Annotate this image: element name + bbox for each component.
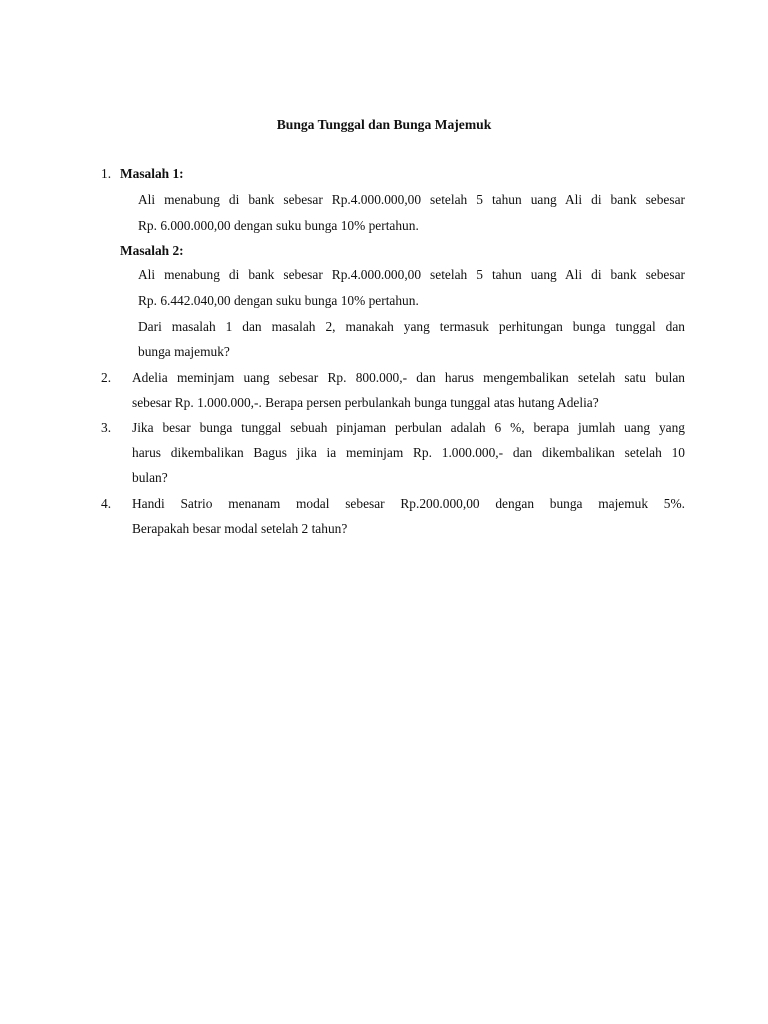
item-1-problem-1-line-2: Rp. 6.000.000,00 dengan suku bunga 10% pertahun. xyxy=(138,218,419,233)
item-3-number: 3. xyxy=(101,420,112,435)
item-1-heading-2: Masalah 2: xyxy=(120,243,184,258)
item-1-problem-2-line-1: Ali menabung di bank sebesar Rp.4.000.000,00 setelah 5 tahun uang Ali di bank sebesar xyxy=(138,267,685,282)
item-1-question-line-1: Dari masalah 1 dan masalah 2, manakah yang termasuk perhitungan bunga tunggal dan xyxy=(138,319,685,334)
item-4-number: 4. xyxy=(101,496,112,511)
item-4-line-1: Handi Satrio menanam modal sebesar Rp.200.000,00 dengan bunga majemuk 5%. xyxy=(132,496,685,511)
item-3-line-1: Jika besar bunga tunggal sebuah pinjaman perbulan adalah 6 %, berapa jumlah uang yang xyxy=(132,420,685,435)
item-3-line-2: harus dikembalikan Bagus jika ia meminjam Rp. 1.000.000,- dan dikembalikan setelah 10 xyxy=(132,445,685,460)
item-1-problem-2-line-2: Rp. 6.442.040,00 dengan suku bunga 10% pertahun. xyxy=(138,293,419,308)
item-1-question-line-2: bunga majemuk? xyxy=(138,344,230,359)
item-2-line-1: Adelia meminjam uang sebesar Rp. 800.000,- dan harus mengembalikan setelah satu bulan xyxy=(132,370,685,385)
item-2-number: 2. xyxy=(101,370,112,385)
item-2-line-2: sebesar Rp. 1.000.000,-. Berapa persen perbulankah bunga tunggal atas hutang Adelia? xyxy=(132,395,599,410)
item-3-line-3: bulan? xyxy=(132,470,168,485)
item-1-heading-1: Masalah 1: xyxy=(120,166,184,181)
item-1-problem-1-line-1: Ali menabung di bank sebesar Rp.4.000.000,00 setelah 5 tahun uang Ali di bank sebesar xyxy=(138,192,685,207)
item-4-line-2: Berapakah besar modal setelah 2 tahun? xyxy=(132,521,348,536)
page-title: Bunga Tunggal dan Bunga Majemuk xyxy=(276,117,492,132)
item-1-number: 1. xyxy=(101,166,112,181)
